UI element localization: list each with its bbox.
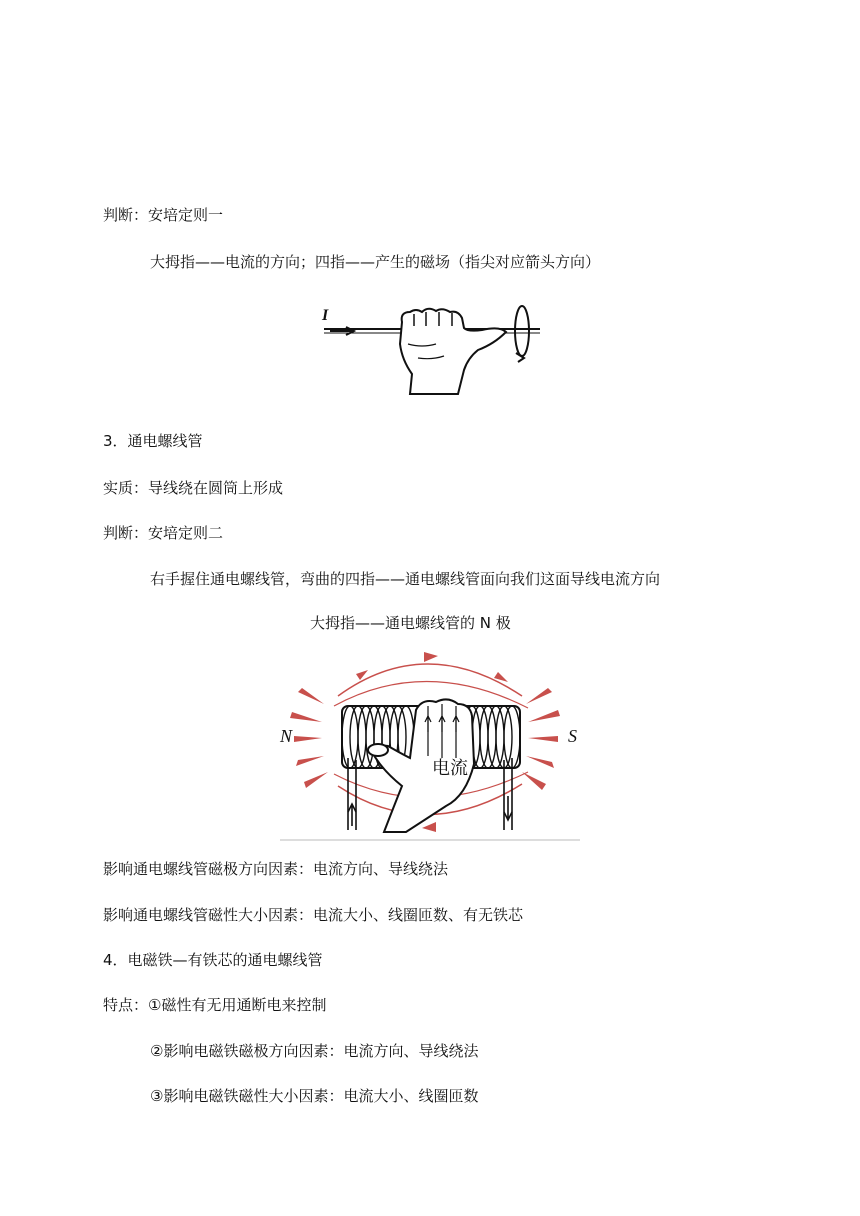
- right-hand-rule-figure: [318, 298, 548, 396]
- judge-heading-2: 判断：安培定则二: [103, 524, 224, 542]
- judge-heading-1: 判断：安培定则一: [103, 206, 224, 224]
- hand: [400, 309, 506, 394]
- section3-heading: 3．通电螺线管: [103, 432, 203, 450]
- current-label: 电流: [432, 758, 468, 779]
- s-pole-label: S: [568, 726, 577, 746]
- feature-1: 特点：①磁性有无用通断电来控制: [103, 996, 327, 1014]
- rule-fingers-text: 右手握住通电螺线管，弯曲的四指——通电螺线管面向我们这面导线电流方向: [150, 570, 661, 588]
- factor-strength: 影响通电螺线管磁性大小因素：电流大小、线圈匝数、有无铁芯: [103, 906, 524, 924]
- solenoid-figure: [276, 646, 582, 842]
- feature-2: ②影响电磁铁磁极方向因素：电流方向、导线绕法: [150, 1042, 479, 1060]
- current-label: I: [322, 307, 329, 324]
- section3-essence: 实质：导线绕在圆筒上形成: [103, 479, 284, 497]
- section4-heading: 4．电磁铁—有铁芯的通电螺线管: [103, 951, 323, 969]
- n-pole-label: N: [280, 726, 293, 746]
- factor-direction: 影响通电螺线管磁极方向因素：电流方向、导线绕法: [103, 860, 449, 878]
- feature-3: ③影响电磁铁磁性大小因素：电流大小、线圈匝数: [150, 1087, 479, 1105]
- field-arrow: [516, 353, 524, 362]
- rule-text-1: 大拇指——电流的方向；四指——产生的磁场（指尖对应箭头方向）: [150, 253, 601, 271]
- rule-thumb-text: 大拇指——通电螺线管的 N 极: [310, 614, 511, 632]
- field-loop: [515, 306, 529, 356]
